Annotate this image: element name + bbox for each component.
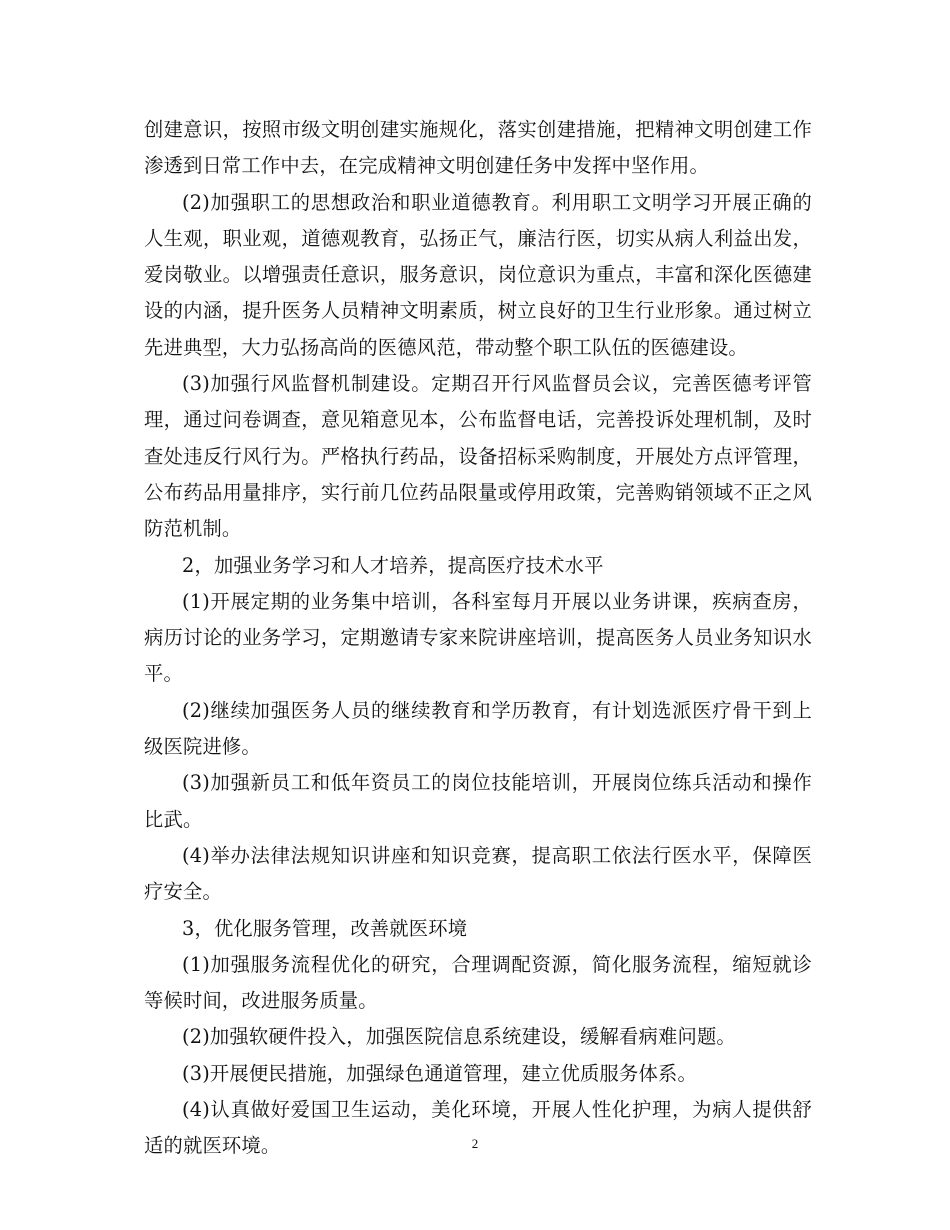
- paragraph-13: (4)认真做好爱国卫生运动，美化环境，开展人性化护理，为病人提供舒适的就医环境。: [144, 1098, 812, 1158]
- paragraph-1: 创建意识，按照市级文明创建实施规化，落实创建措施，把精神文明创建工作渗透到日常工作中去，在完成精神文明创建任务中发挥中坚作用。: [144, 118, 812, 178]
- paragraph-5: (1)开展定期的业务集中培训，各科室每月开展以业务讲课，疾病查房，病历讨论的业务学习，定期邀请专家来院讲座培训，提高医务人员业务知识水平。: [144, 589, 812, 686]
- paragraph-10: (1)加强服务流程优化的研究，合理调配资源，简化服务流程，缩短就诊等候时间，改进服务质量。: [144, 952, 812, 1013]
- paragraph-2: (2)加强职工的思想政治和职业道德教育。利用职工文明学习开展正确的人生观，职业观，道德观教育，弘扬正气，廉洁行医，切实从病人利益出发，爱岗敬业。以增强责任意识，服务意识，岗位意识为重点，丰富和深化医德建设的内涵，提升医务人员精神文明素质，树立良好的卫生行业形象。通过树立先进典型，大力弘扬高尚的医德风范，带动整个职工队伍的医德建设。: [144, 190, 812, 359]
- section-heading-3: 3，优化服务管理，改善就医环境: [182, 916, 468, 940]
- paragraph-11: (2)加强软硬件投入，加强医院信息系统建设，缓解看病难问题。: [182, 1025, 736, 1049]
- paragraph-6: (2)继续加强医务人员的继续教育和学历教育，有计划选派医疗骨干到上级医院进修。: [144, 698, 812, 759]
- document-body: [144, 112, 812, 1165]
- paragraph-7: (3)加强新员工和低年资员工的岗位技能培训，开展岗位练兵活动和操作比武。: [144, 771, 812, 831]
- section-heading-2: 2，加强业务学习和人才培养，提高医疗技术水平: [182, 553, 604, 577]
- paragraph-3: (3)加强行风监督机制建设。定期召开行风监督员会议，完善医德考评管理，通过问卷调查，意见箱意见本，公布监督电话，完善投诉处理机制，及时查处违反行风行为。严格执行药品，设备招标采购制度，开展处方点评管理，公布药品用量排序，实行前几位药品限量或停用政策，完善购销领域不正之风防范机制。: [144, 372, 812, 541]
- page-number: 2: [471, 1136, 479, 1151]
- paragraph-12: (3)开展便民措施，加强绿色通道管理，建立优质服务体系。: [182, 1061, 697, 1085]
- paragraph-8: (4)举办法律法规知识讲座和知识竞赛，提高职工依法行医水平，保障医疗安全。: [144, 843, 812, 904]
